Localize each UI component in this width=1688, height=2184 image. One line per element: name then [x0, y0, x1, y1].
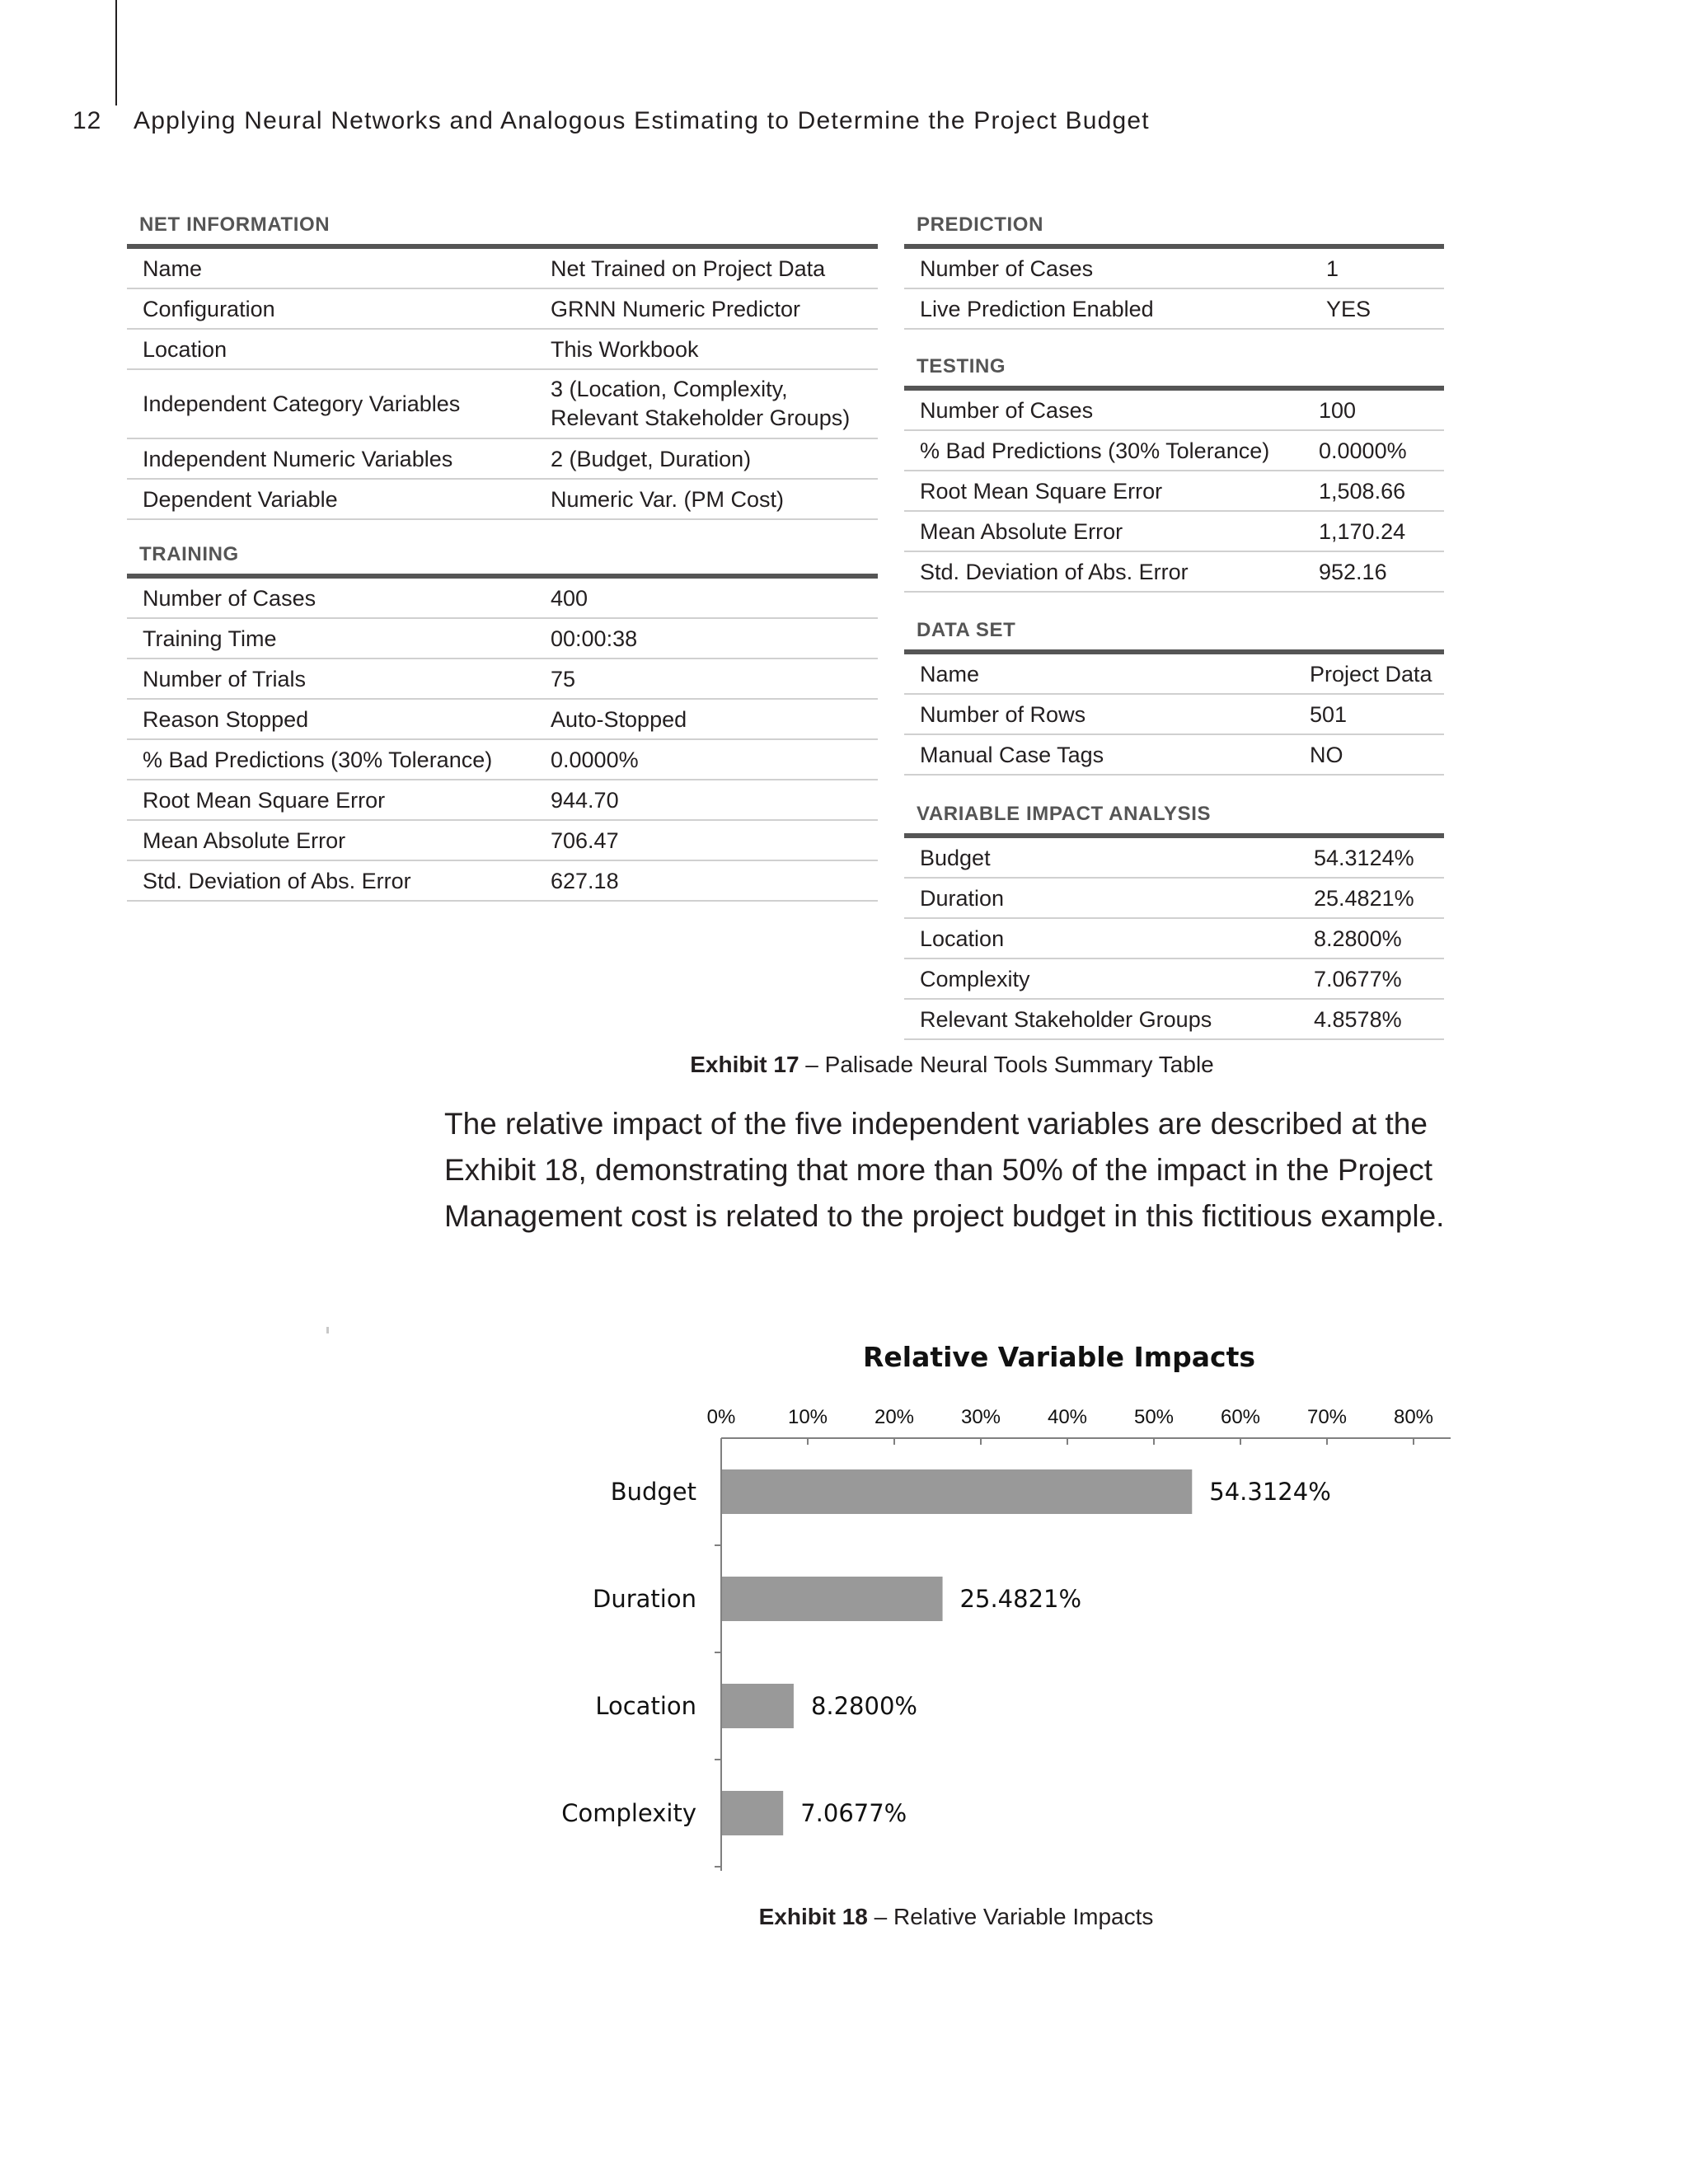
- row-value: 0.0000%: [551, 747, 639, 772]
- x-tick-label: 20%: [874, 1406, 915, 1428]
- row-value: 400: [551, 585, 588, 611]
- bar-value-label: 7.0677%: [800, 1799, 907, 1827]
- row-value: Project Data: [1310, 661, 1432, 687]
- row-value: 00:00:38: [551, 626, 638, 651]
- table-row: [904, 695, 1444, 735]
- table-row: [904, 431, 1444, 471]
- row-value-line: 3 (Location, Complexity,: [551, 377, 788, 401]
- page-number: 12: [73, 107, 102, 134]
- x-tick-label: 60%: [1220, 1406, 1261, 1428]
- running-title: Applying Neural Networks and Analogous Estimating to Determine the Project Budget: [134, 107, 1150, 134]
- table-row: [904, 735, 1444, 776]
- row-key: % Bad Predictions (30% Tolerance): [920, 438, 1270, 463]
- table-row: [127, 700, 878, 740]
- row-key: Number of Rows: [920, 701, 1086, 727]
- row-key: % Bad Predictions (30% Tolerance): [143, 747, 493, 772]
- testing-heading: TESTING: [904, 354, 1444, 391]
- exhibit-18-text: – Relative Variable Impacts: [867, 1904, 1154, 1929]
- net-information-heading: NET INFORMATION: [127, 213, 878, 249]
- x-tick-label: 10%: [787, 1406, 828, 1428]
- prediction-heading: PREDICTION: [904, 213, 1444, 249]
- table-row: [127, 740, 878, 780]
- bar-value-label: 25.4821%: [959, 1585, 1082, 1613]
- row-key: Location: [143, 336, 227, 362]
- prediction-table: [904, 213, 1444, 330]
- bar: [722, 1577, 943, 1621]
- table-row: [127, 619, 878, 659]
- table-row: [904, 838, 1444, 879]
- table-row: [127, 821, 878, 861]
- row-key: Root Mean Square Error: [143, 787, 386, 813]
- row-value: 100: [1319, 397, 1357, 423]
- bar: [722, 1791, 783, 1835]
- row-value: 952.16: [1319, 559, 1387, 584]
- row-key: Dependent Variable: [143, 486, 338, 512]
- training-table: [127, 542, 878, 902]
- table-row: [904, 959, 1444, 1000]
- row-value: NO: [1310, 742, 1343, 767]
- row-value: Net Trained on Project Data: [551, 255, 826, 281]
- header-divider: [115, 0, 117, 105]
- row-key: Root Mean Square Error: [920, 478, 1163, 504]
- row-key: Number of Cases: [920, 255, 1094, 281]
- body-paragraph: The relative impact of the five independent variables are described at the Exhibit 18, demonstrating that more than 50% of the impact in the Project Management cost is related to the project budget in this fictitious example.: [444, 1107, 1445, 1233]
- exhibit-17-text: – Palisade Neural Tools Summary Table: [799, 1052, 1214, 1077]
- exhibit-18-label: Exhibit 18: [758, 1904, 868, 1929]
- row-value: 25.4821%: [1314, 885, 1414, 911]
- row-value: Numeric Var. (PM Cost): [551, 486, 785, 512]
- x-tick-label: 40%: [1047, 1406, 1088, 1428]
- chart-svg: [544, 1319, 1467, 1879]
- row-value: 1,508.66: [1319, 478, 1406, 504]
- table-row: [127, 330, 878, 370]
- data-set-heading: DATA SET: [904, 618, 1444, 654]
- training-heading: TRAINING: [127, 542, 878, 579]
- row-key: Std. Deviation of Abs. Error: [143, 868, 411, 893]
- row-value: 627.18: [551, 868, 619, 893]
- row-key: Independent Numeric Variables: [143, 446, 453, 471]
- table-row: [127, 289, 878, 330]
- row-key: Budget: [920, 845, 991, 870]
- row-value: GRNN Numeric Predictor: [551, 296, 801, 321]
- row-value: [551, 375, 850, 433]
- row-value: 0.0000%: [1319, 438, 1407, 463]
- row-value: This Workbook: [551, 336, 699, 362]
- data-set-table: [904, 618, 1444, 776]
- row-value: 706.47: [551, 827, 619, 853]
- row-value: 7.0677%: [1314, 966, 1402, 991]
- bar: [722, 1469, 1192, 1514]
- category-label: Budget: [610, 1478, 696, 1506]
- table-row: [904, 391, 1444, 431]
- x-tick-label: 0%: [706, 1406, 736, 1428]
- row-value: 8.2800%: [1314, 926, 1402, 951]
- category-label: Location: [595, 1692, 696, 1720]
- table-row: [904, 879, 1444, 919]
- table-row: [127, 370, 878, 439]
- row-key: Relevant Stakeholder Groups: [920, 1006, 1212, 1032]
- table-row: [127, 249, 878, 289]
- row-key: Training Time: [143, 626, 277, 651]
- table-row: [127, 659, 878, 700]
- row-key: Complexity: [920, 966, 1030, 991]
- x-tick-label: 50%: [1133, 1406, 1175, 1428]
- row-key: Location: [920, 926, 1005, 951]
- row-value: 54.3124%: [1314, 845, 1414, 870]
- row-key: Duration: [920, 885, 1005, 911]
- row-key: Mean Absolute Error: [920, 518, 1123, 544]
- x-tick-label: 70%: [1306, 1406, 1348, 1428]
- row-value: 501: [1310, 701, 1348, 727]
- table-row: [904, 654, 1444, 695]
- table-row: [127, 579, 878, 619]
- row-value: 4.8578%: [1314, 1006, 1402, 1032]
- table-row: [904, 552, 1444, 593]
- x-tick-label: 30%: [960, 1406, 1001, 1428]
- net-information-table: [127, 213, 878, 520]
- table-row: [127, 439, 878, 480]
- row-value: Auto-Stopped: [551, 706, 687, 732]
- row-key: Number of Trials: [143, 666, 307, 691]
- table-row: [904, 512, 1444, 552]
- table-row: [127, 861, 878, 902]
- table-row: [904, 919, 1444, 959]
- exhibit-17-label: Exhibit 17: [690, 1052, 799, 1077]
- chart-title: Relative Variable Impacts: [862, 1341, 1256, 1373]
- x-tick-label: 80%: [1393, 1406, 1434, 1428]
- table-row: [127, 780, 878, 821]
- category-label: Complexity: [561, 1799, 696, 1827]
- row-value: 75: [551, 666, 576, 691]
- table-row: [904, 249, 1444, 289]
- row-value: 1: [1326, 255, 1339, 281]
- row-value: 1,170.24: [1319, 518, 1406, 544]
- row-key: Std. Deviation of Abs. Error: [920, 559, 1189, 584]
- category-label: Duration: [593, 1585, 696, 1613]
- row-key: Number of Cases: [143, 585, 316, 611]
- exhibit-18-caption: [544, 1904, 1368, 1930]
- row-key: Live Prediction Enabled: [920, 296, 1154, 321]
- variable-impact-heading: VARIABLE IMPACT ANALYSIS: [904, 802, 1444, 838]
- row-value: 2 (Budget, Duration): [551, 446, 752, 471]
- variable-impact-table: [904, 802, 1444, 1040]
- row-value-line: Relevant Stakeholder Groups): [551, 405, 851, 430]
- testing-table: [904, 354, 1444, 593]
- row-value: 944.70: [551, 787, 619, 813]
- relative-impacts-chart: [544, 1319, 1467, 1879]
- table-row: [904, 1000, 1444, 1040]
- bar-value-label: 8.2800%: [810, 1692, 917, 1720]
- exhibit-17-caption: [495, 1052, 1409, 1078]
- bar: [722, 1684, 794, 1728]
- row-key: Name: [920, 661, 980, 687]
- scan-speck: [326, 1327, 329, 1333]
- row-key: Configuration: [143, 296, 275, 321]
- row-key: Independent Category Variables: [143, 391, 461, 416]
- row-key: Number of Cases: [920, 397, 1094, 423]
- bar-value-label: 54.3124%: [1209, 1478, 1331, 1506]
- table-row: [904, 289, 1444, 330]
- table-row: [127, 480, 878, 520]
- table-row: [904, 471, 1444, 512]
- row-key: Name: [143, 255, 203, 281]
- row-value: YES: [1326, 296, 1372, 321]
- row-key: Mean Absolute Error: [143, 827, 346, 853]
- row-key: Manual Case Tags: [920, 742, 1104, 767]
- row-key: Reason Stopped: [143, 706, 309, 732]
